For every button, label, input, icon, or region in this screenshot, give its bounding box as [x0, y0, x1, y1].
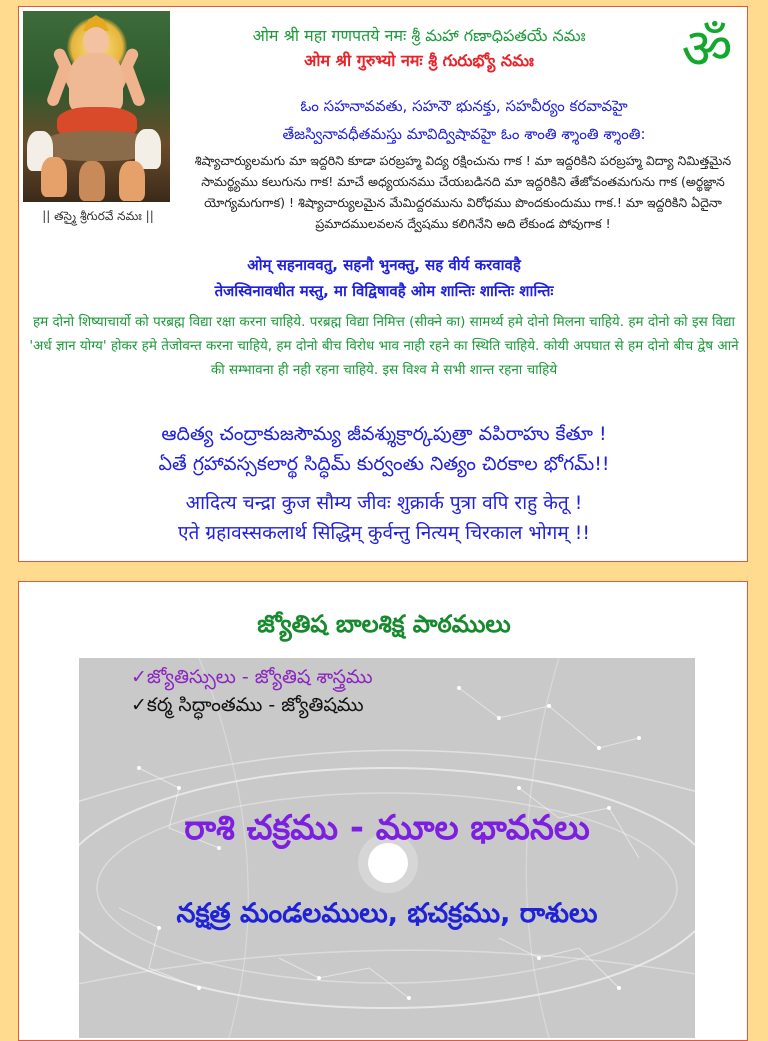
meaning-telugu: శిష్యాచార్యులమగు మా ఇద్దరిని కూడా పరబ్రహ్మ విద్య రక్షించును గాక ! మా ఇద్దరికిని పరబ్రహ్మ విద్యా నిమిత్తమైన సామర్థ్యము కలుగును గాక! మాచే అధ్యయనము చేయబడినది మా ఇద్దరికిని తేజోవంతమగును గాక (అర్థజ్ఞాన యోగ్యమగుగాక) ! శిష్యాచార్యులమైన మేమిద్దరమును విరోధము పొందకుందుము గాక.! మా ఇద్దరికిని ఏదైనా ప్రమాదములవలన ద్వేషము కలిగినేని అది లేకుండ పోవుగాక ! — [194, 153, 732, 231]
navagraha-hindi-1: आदित्य चन्द्रा कुज सौम्य जीवः शुक्रार्क पुत्रा वपि राहु केतू ! — [185, 492, 583, 514]
navagraha-telugu-2: ఏతే గ్రహావస్సకలార్థ సిద్ధిమ్ కుర్వంతు నిత్యం చిరకాల భోగమ్!! — [158, 453, 610, 475]
om-icon: ॐ — [681, 17, 733, 82]
slide-subtitle: నక్షత్ర మండలములు, భచక్రము, రాశులు — [176, 898, 598, 929]
navagraha-telugu-1: ఆదిత్య చంద్రాకుజసౌమ్య జీవశ్శుక్రార్కపుత్రా వపిరాహు కేతూ ! — [161, 423, 607, 445]
guru-invocation: ओम श्री गुरुभ्यो नमः శ్రీ గురుభ్యో నమః — [304, 51, 534, 70]
meaning-hindi: हम दोनो शिष्याचार्यो को परब्रह्म विद्या रक्षा करना चाहिये. परब्रह्म विद्या निमित्त (सीक्ने का) सामर्थ्य हमे दोनो मिलना चाहिये. हम दोनो को इस विद्या 'अर्ध ज्ञान योग्य' होकर हमे तेजोवन्त करना चाहिये, हम दोनो बीच विरोध भाव नाही रहने का स्थिति चाहिये. कोयी अपघात से हम दोनो बीच द्वेष आने की सम्भावना ही नही रहना चाहिये. इस विश्व मे सभी शान्त रहना चाहिये — [29, 314, 739, 378]
slide-title: రాశి చక్రము - మూల భావనలు — [184, 808, 590, 848]
slide-item-karma-siddhantamu: ✓కర్మ సిద్ధాంతము - జ్యోతిషము — [131, 694, 364, 716]
guru-deity-image — [23, 11, 170, 202]
check-icon: ✓ — [131, 666, 147, 688]
shanti-mantra-hindi-2: तेजस्विनावधीत मस्तु, मा विद्विषावहै ओम शान्तिः शान्तिः शान्तिः — [214, 282, 554, 300]
shanti-mantra-telugu-2: తేజస్వినావధీతమస్తు మావిద్విషావహై ఓం శాంతి శ్శాంతి శ్శాంతి: — [282, 125, 646, 143]
lesson-panel — [18, 581, 748, 1041]
slide-item-jyotissulu: ✓జ్యోతిస్సులు - జ్యోతిష శాస్త్రము — [131, 666, 373, 688]
lesson-slide — [79, 658, 695, 1038]
shanti-mantra-hindi-1: ओम् सहनाववतु, सहनौ भुनक्तु, सह वीर्य करवावहै — [247, 256, 521, 274]
image-caption: || తస్మై శ్రీగురవే నమః || — [42, 209, 154, 223]
ganapati-invocation: ओम श्री महा गणपतये नमः శ్రీ మహా గణాధిపతయే నమః — [252, 26, 586, 45]
lesson-title: జ్యోతిష బాలశిక్ష పాఠములు — [257, 610, 511, 638]
invocation-panel — [18, 6, 748, 562]
shanti-mantra-telugu-1: ఓం సహనావవతు, సహనౌ భునక్తు, సహవీర్యం కరవావహై — [300, 97, 628, 115]
check-icon: ✓ — [131, 694, 147, 716]
navagraha-hindi-2: एते ग्रहावस्सकलार्थ सिद्धिम् कुर्वन्तु नित्यम् चिरकाल भोगम् !! — [177, 522, 590, 544]
